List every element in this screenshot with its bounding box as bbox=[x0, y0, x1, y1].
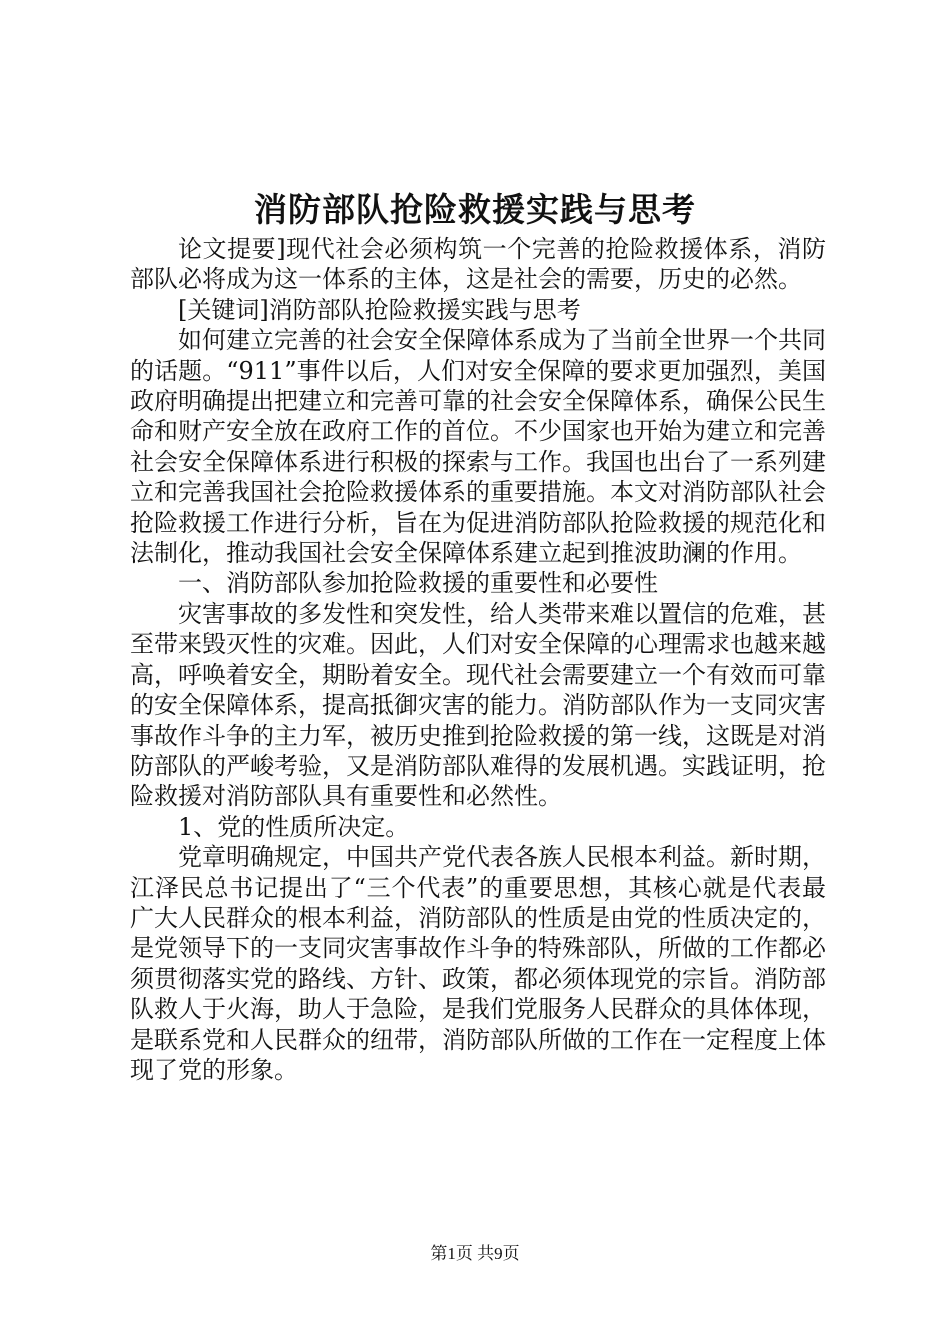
subsection-paragraph: 党章明确规定，中国共产党代表各族人民根本利益。新时期，江泽民总书记提出了“三个代表”的重要思想，其核心就是代表最广大人民群众的根本利益，消防部队的性质是由党的性质决定的，是党领导下的一支同灾害事故作斗争的特殊部队，所做的工作都必须贯彻落实党的路线、方针、政策，都必须体现党的宗旨。消防部队救人于火海，助人于急险，是我们党服务人民群众的具体体现，是联系党和人民群众的纽带，消防部队所做的工作在一定程度上体现了党的形象。 bbox=[130, 843, 826, 1084]
section-paragraph: 灾害事故的多发性和突发性，给人类带来难以置信的危难，甚至带来毁灭性的灾难。因此，人们对安全保障的心理需求也越来越高，呼唤着安全，期盼着安全。现代社会需要建立一个有效而可靠的安全保障体系，提高抵御灾害的能力。消防部队作为一支同灾害事故作斗争的主力军，被历史推到抢险救援的第一线，这既是对消防部队的严峻考验，又是消防部队难得的发展机遇。实践证明，抢险救援对消防部队具有重要性和必然性。 bbox=[130, 599, 826, 811]
abstract-paragraph: 论文提要]现代社会必须构筑一个完善的抢险救援体系，消防部队必将成为这一体系的主体，这是社会的需要，历史的必然。 bbox=[130, 235, 826, 294]
intro-paragraph: 如何建立完善的社会安全保障体系成为了当前全世界一个共同的话题。“911”事件以后，人们对安全保障的要求更加强烈，美国政府明确提出把建立和完善可靠的社会安全保障体系，确保公民生命和财产安全放在政府工作的首位。不少国家也开始为建立和完善社会安全保障体系进行积极的探索与工作。我国也出台了一系列建立和完善我国社会抢险救援体系的重要措施。本文对消防部队社会抢险救援工作进行分析，旨在为促进消防部队抢险救援的规范化和法制化，推动我国社会安全保障体系建立起到推波助澜的作用。 bbox=[130, 326, 826, 568]
keywords-paragraph: [关键词]消防部队抢险救援实践与思考 bbox=[178, 295, 581, 324]
document-body bbox=[130, 234, 826, 1085]
document-title: 消防部队抢险救援实践与思考 bbox=[254, 190, 696, 229]
page-footer: 第1页 共9页 bbox=[430, 1244, 520, 1263]
subsection-heading: 1、党的性质所决定。 bbox=[178, 812, 410, 841]
section-heading: 一、消防部队参加抢险救援的重要性和必要性 bbox=[178, 569, 658, 598]
